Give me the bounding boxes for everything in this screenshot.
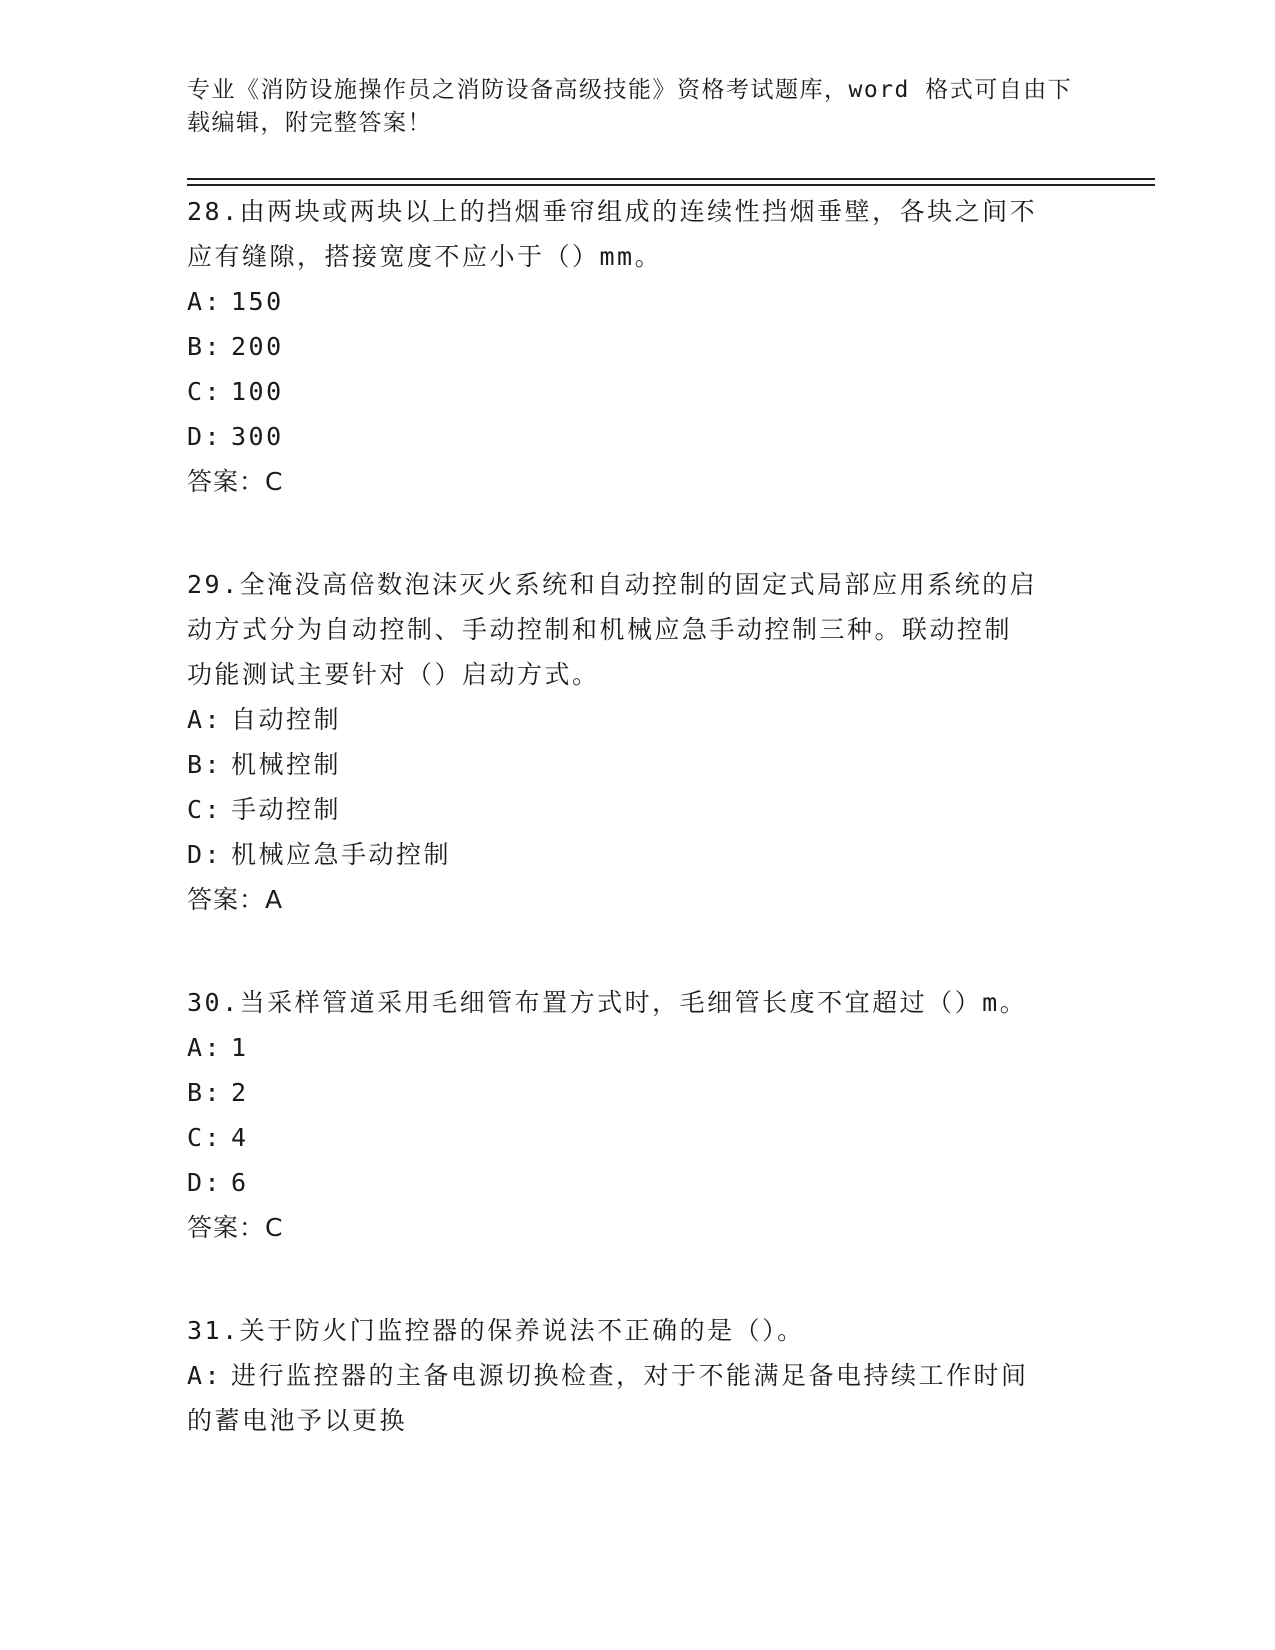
question-stem-line: 30.当采样管道采用毛细管布置方式时，毛细管长度不宜超过（）m。	[187, 988, 1028, 1017]
option-text: 1	[231, 1033, 249, 1062]
option-text: 机械控制	[231, 750, 342, 779]
question-29	[187, 562, 1087, 922]
document-header	[187, 74, 1077, 140]
option-letter: D:	[187, 1168, 223, 1197]
option-text: 进行监控器的主备电源切换检查，对于不能满足备电持续工作时间	[231, 1361, 1029, 1390]
option-letter: A:	[187, 1033, 223, 1062]
header-divider-bottom	[187, 184, 1155, 186]
option-text: 200	[231, 332, 284, 361]
option-d	[187, 414, 1087, 459]
option-b	[187, 324, 1087, 369]
question-stem-line: 29.全淹没高倍数泡沫灭火系统和自动控制的固定式局部应用系统的启	[187, 570, 1038, 599]
question-list	[187, 189, 1087, 1501]
option-c	[187, 1115, 1087, 1160]
question-stem-line: 应有缝隙，搭接宽度不应小于（）mm。	[187, 242, 663, 271]
option-text: 手动控制	[231, 795, 342, 824]
question-stem-line: 28.由两块或两块以上的挡烟垂帘组成的连续性挡烟垂壁，各块之间不	[187, 197, 1038, 226]
question-28	[187, 189, 1087, 504]
option-letter: A:	[187, 287, 223, 316]
option-letter: B:	[187, 750, 223, 779]
option-a	[187, 1025, 1087, 1070]
option-letter: D:	[187, 422, 223, 451]
option-c	[187, 369, 1087, 414]
option-d	[187, 832, 1087, 877]
header-divider-top	[187, 178, 1155, 180]
option-continuation: 的蓄电池予以更换	[187, 1406, 408, 1435]
option-a	[187, 1353, 1087, 1398]
option-text: 100	[231, 377, 284, 406]
option-letter: D:	[187, 840, 223, 869]
option-letter: B:	[187, 332, 223, 361]
option-letter: A:	[187, 705, 223, 734]
question-stem-line: 动方式分为自动控制、手动控制和机械应急手动控制三种。联动控制	[187, 615, 1013, 644]
option-letter: A:	[187, 1361, 223, 1390]
answer-label: 答案：C	[187, 467, 284, 496]
option-a	[187, 697, 1087, 742]
option-c	[187, 787, 1087, 832]
question-30	[187, 980, 1087, 1250]
option-a	[187, 279, 1087, 324]
question-stem-line: 31.关于防火门监控器的保养说法不正确的是（）。	[187, 1316, 805, 1345]
option-text: 2	[231, 1078, 249, 1107]
option-text: 300	[231, 422, 284, 451]
header-line-1: 专业《消防设施操作员之消防设备高级技能》资格考试题库，word 格式可自由下	[187, 77, 1073, 103]
option-d	[187, 1160, 1087, 1205]
header-line-2: 载编辑，附完整答案！	[187, 110, 432, 136]
question-stem-line: 功能测试主要针对（）启动方式。	[187, 660, 600, 689]
option-text: 自动控制	[231, 705, 342, 734]
option-text: 150	[231, 287, 284, 316]
option-text: 机械应急手动控制	[231, 840, 452, 869]
option-letter: C:	[187, 1123, 223, 1152]
option-letter: B:	[187, 1078, 223, 1107]
answer-label: 答案：A	[187, 885, 284, 914]
option-letter: C:	[187, 795, 223, 824]
answer-label: 答案：C	[187, 1213, 284, 1242]
option-letter: C:	[187, 377, 223, 406]
option-b	[187, 1070, 1087, 1115]
option-text: 6	[231, 1168, 249, 1197]
option-b	[187, 742, 1087, 787]
question-31	[187, 1308, 1087, 1443]
option-text: 4	[231, 1123, 249, 1152]
